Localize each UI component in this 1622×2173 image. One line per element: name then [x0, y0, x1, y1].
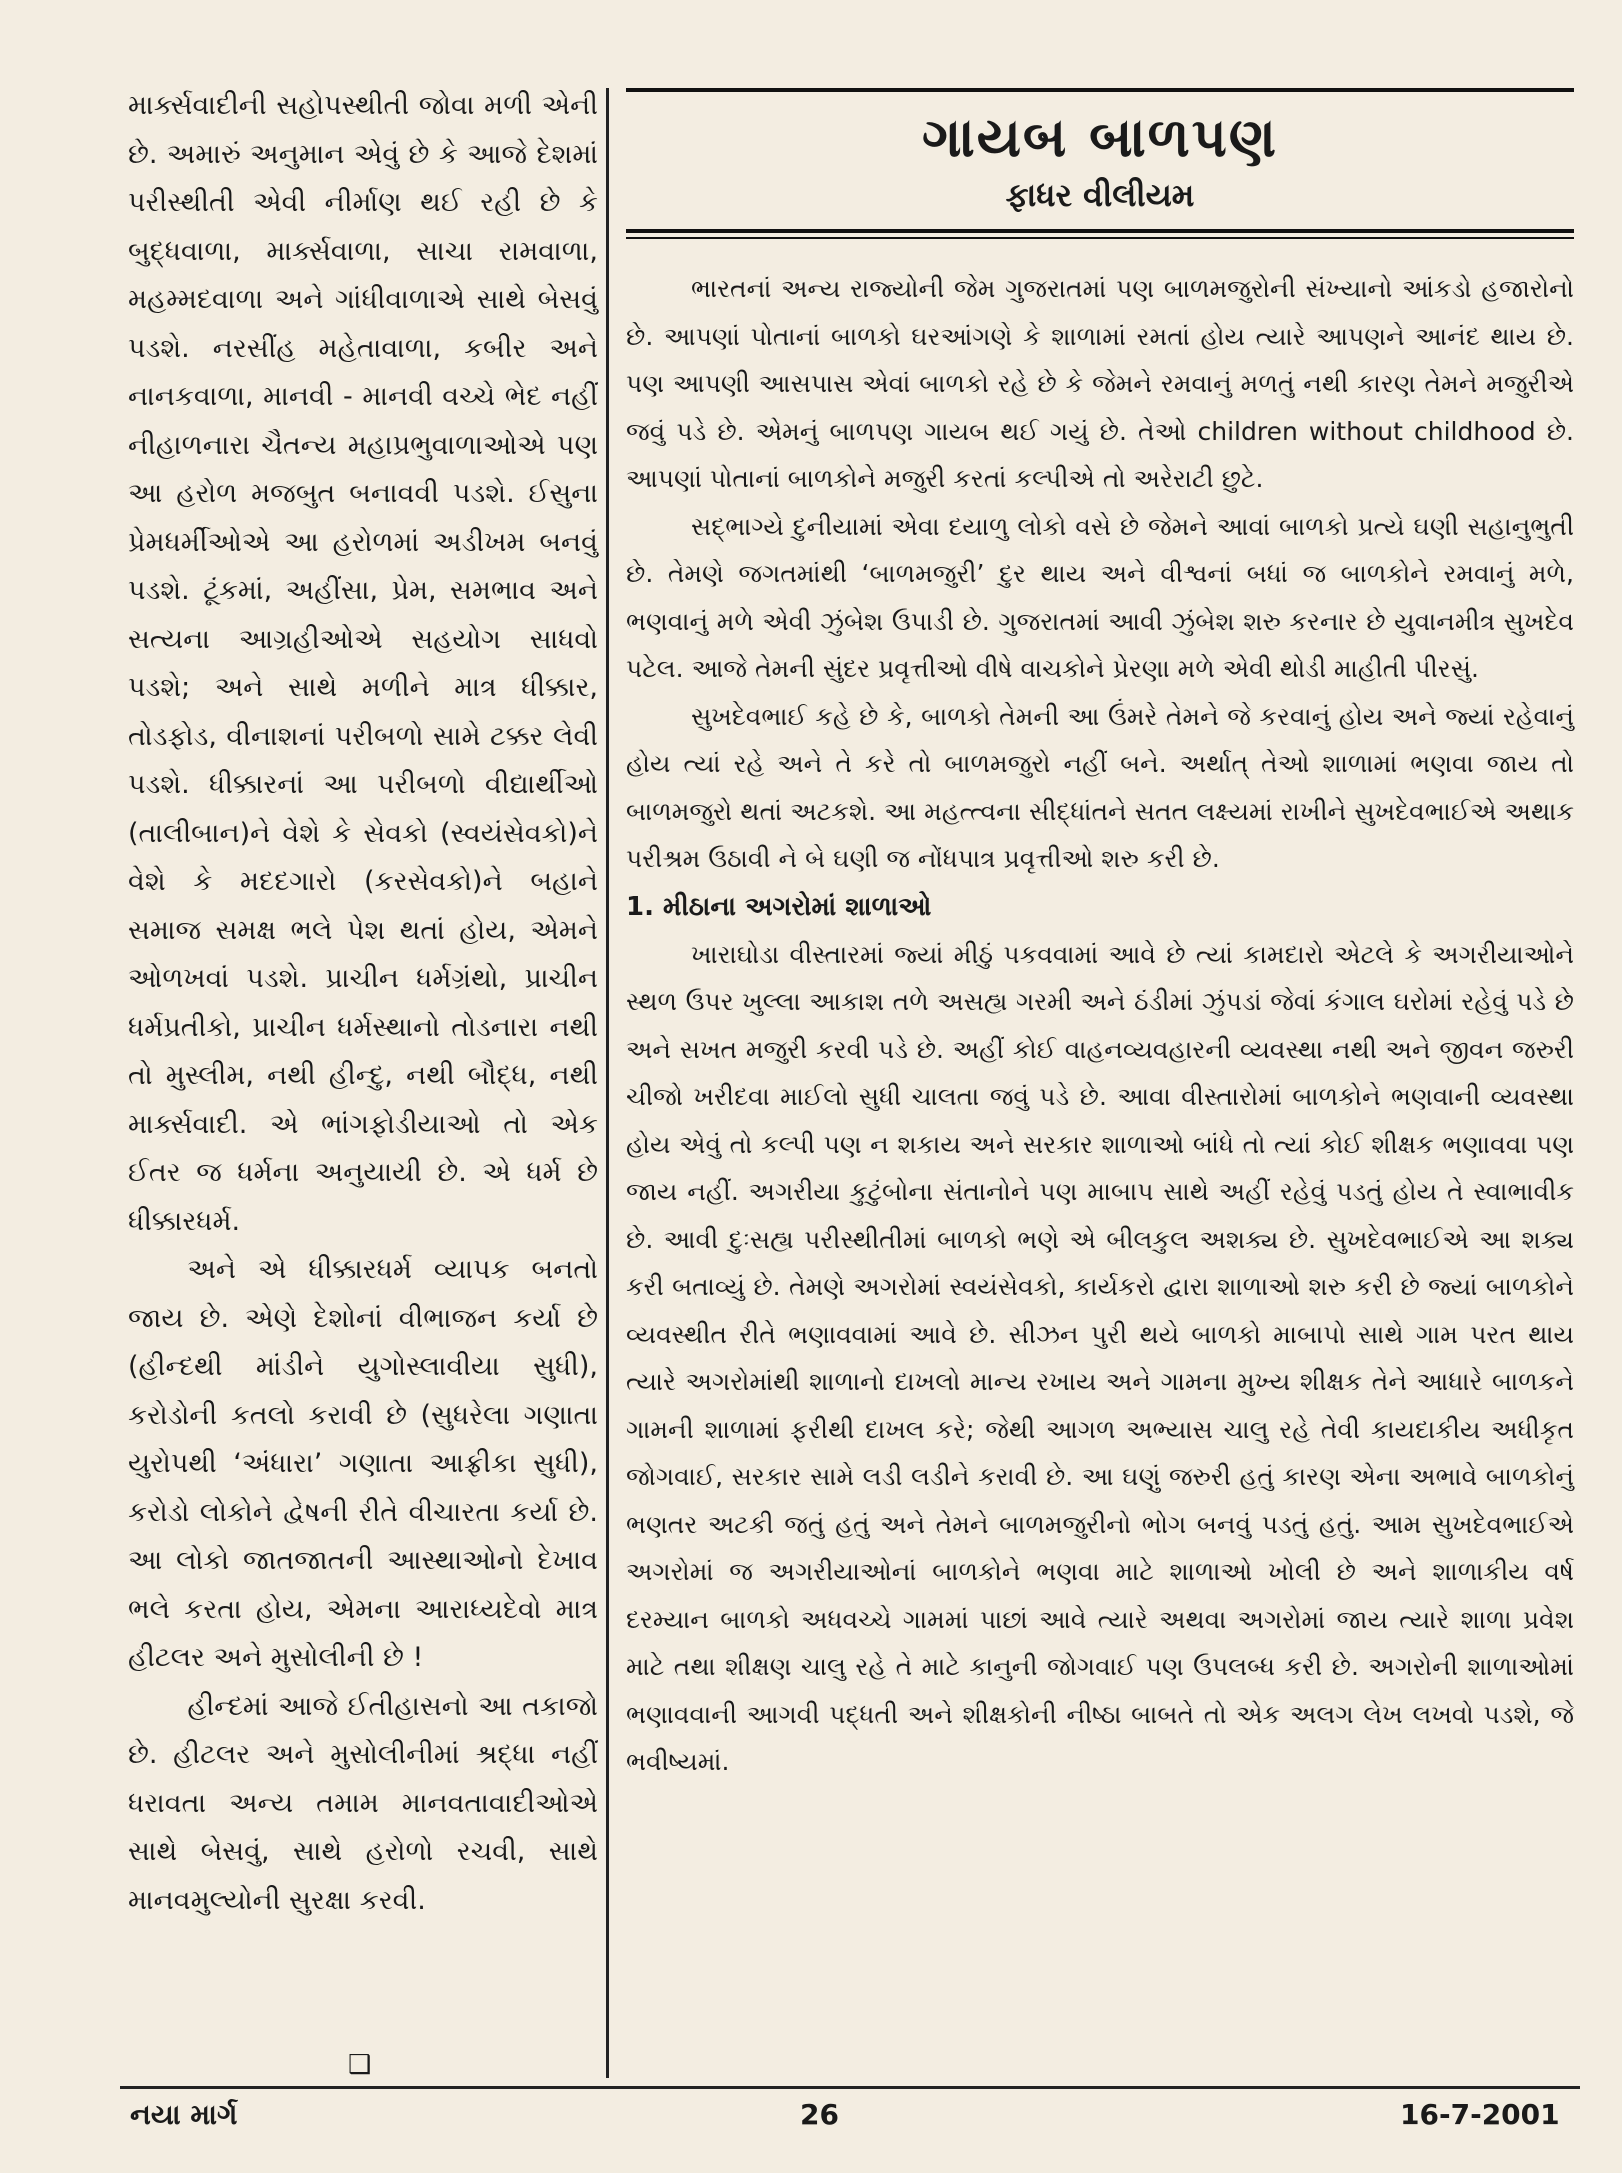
footer-rule: [120, 2086, 1580, 2089]
article-title: ગાયબ બાળપણ: [922, 106, 1278, 169]
page-number: 26: [800, 2098, 839, 2131]
publication-name: નયા માર્ગ: [130, 2098, 238, 2131]
left-column: [128, 82, 598, 1925]
end-of-article-mark: ❑: [348, 2050, 372, 2080]
section-heading: 1. મીઠાના અગરોમાં શાળાઓ: [626, 891, 932, 922]
article-body: [626, 265, 1574, 1786]
article-paragraph-1: ભારતનાં અન્ય રાજ્યોની જેમ ગુજરાતમાં પણ બાળમજુરોની સંખ્યાનો આંકડો હજારોનો છે. આપણાં પોતાનાં બાળકો ઘરઆંગણે કે શાળામાં રમતાં હોય ત્યારે આપણને આનંદ થાય છે. પણ આપણી આસપાસ એવાં બાળકો રહે છે કે જેમને રમવાનું મળતું નથી કારણ તેમને મજુરીએ જવું પડે છે. એમનું બાળપણ ગાયબ થઈ ગયું છે. તેઓ children without childhood છે. આપણાં પોતાનાં બાળકોને મજુરી કરતાં કલ્પીએ તો અરેરાટી છુટે.: [626, 274, 1574, 493]
article-paragraph-3: સુખદેવભાઈ કહે છે કે, બાળકો તેમની આ ઉંમરે તેમને જે કરવાનું હોય અને જ્યાં રહેવાનું હોય ત્યાં રહે અને તે કરે તો બાળમજુરો નહીં બને. અર્થાત્ તેઓ શાળામાં ભણવા જાય તો બાળમજુરો થતાં અટકશે. આ મહત્ત્વના સીદ્ધાંતને સતત લક્ષ્યમાં રાખીને સુખદેવભાઈએ અથાક પરીશ્રમ ઉઠાવી ને બે ઘણી જ નોંધપાત્ર પ્રવૃત્તીઓ શરુ કરી છે.: [626, 701, 1574, 873]
author-rule-thin: [626, 237, 1574, 239]
section-paragraph: ખારાઘોડા વીસ્તારમાં જ્યાં મીઠું પકવવામાં આવે છે ત્યાં કામદારો એટલે કે અગરીયાઓને સ્થળ ઉપર ખુલ્લા આકાશ તળે અસહ્ય ગરમી અને ઠંડીમાં ઝુંપડાં જેવાં કંગાલ ઘરોમાં રહેવું પડે છે અને સખત મજુરી કરવી પડે છે. અહીં કોઈ વાહનવ્યવહારની વ્યવસ્થા નથી અને જીવન જરુરી ચીજો ખરીદવા માઈલો સુધી ચાલતા જવું પડે છે. આવા વીસ્તારોમાં બાળકોને ભણવાની વ્યવસ્થા હોય એવું તો કલ્પી પણ ન શકાય અને સરકાર શાળાઓ બાંધે તો ત્યાં કોઈ શીક્ષક ભણાવવા પણ જાય નહીં. અગરીયા કુટુંબોના સંતાનોને પણ માબાપ સાથે અહીં રહેવું પડતું હોય તે સ્વાભાવીક છે. આવી દુઃસહ્ય પરીસ્થીતીમાં બાળકો ભણે એ બીલકુલ અશક્ય છે. સુખદેવભાઈએ આ શક્ય કરી બતાવ્યું છે. તેમણે અગરોમાં સ્વયંસેવકો, કાર્યકરો દ્વારા શાળાઓ શરુ કરી છે જ્યાં બાળકોને વ્યવસ્થીત રીતે ભણાવવામાં આવે છે. સીઝન પુરી થયે બાળકો માબાપો સાથે ગામ પરત થાય ત્યારે અગરોમાંથી શાળાનો દાખલો માન્ય રખાય અને ગામના મુખ્ય શીક્ષક તેને આધારે બાળકને ગામની શાળામાં ફરીથી દાખલ કરે; જેથી આગળ અભ્યાસ ચાલુ રહે તેવી કાયદાકીય અધીકૃત જોગવાઈ, સરકાર સામે લડી લડીને કરાવી છે. આ ઘણું જરુરી હતું કારણ એના અભાવે બાળકોનું ભણતર અટકી જતું હતું અને તેમને બાળમજુરીનો ભોગ બનવું પડતું હતું. આમ સુખદેવભાઈએ અગરોમાં જ અગરીયાઓનાં બાળકોને ભણવા માટે શાળાઓ ખોલી છે અને શાળાકીય વર્ષ દરમ્યાન બાળકો અધવચ્ચે ગામમાં પાછાં આવે ત્યારે અથવા અગરોમાં જાય ત્યારે શાળા પ્રવેશ માટે તથા શીક્ષણ ચાલુ રહે તે માટે કાનુની જોગવાઈ પણ ઉપલબ્ધ કરી છે. અગરોની શાળાઓમાં ભણાવવાની આગવી પદ્ધતી અને શીક્ષકોની નીષ્ઠા બાબતે તો એક અલગ લેખ લખવો પડશે, જે ભવીષ્યમાં.: [626, 939, 1574, 1776]
left-paragraph-1: માર્ક્સવાદીની સહોપસ્થીતી જોવા મળી એની છે. અમારું અનુમાન એવું છે કે આજે દેશમાં પરીસ્થીતી એવી નીર્માણ થઈ રહી છે કે બુદ્ધવાળા, માર્ક્સવાળા, સાચા રામવાળા, મહમ્મદવાળા અને ગાંધીવાળાએ સાથે બેસવું પડશે. નરસીંહ મહેતાવાળા, કબીર અને નાનકવાળા, માનવી - માનવી વચ્ચે ભેદ નહીં નીહાળનારા ચૈતન્ય મહાપ્રભુવાળાઓએ પણ આ હરોળ મજબુત બનાવવી પડશે. ઈસુના પ્રેમધર્મીઓએ આ હરોળમાં અડીખમ બનવું પડશે. ટૂંકમાં, અહીંસા, પ્રેમ, સમભાવ અને સત્યના આગ્રહીઓએ સહયોગ સાધવો પડશે; અને સાથે મળીને માત્ર ધીક્કાર, તોડફોડ, વીનાશનાં પરીબળો સામે ટક્કર લેવી પડશે. ધીક્કારનાં આ પરીબળો વીદ્યાર્થીઓ (તાલીબાન)ને વેશે કે સેવકો (સ્વયંસેવકો)ને વેશે કે મદદગારો (કરસેવકો)ને બહાને સમાજ સમક્ષ ભલે પેશ થતાં હોય, એમને ઓળખવાં પડશે. પ્રાચીન ધર્મગ્રંથો, પ્રાચીન ધર્મપ્રતીકો, પ્રાચીન ધર્મસ્થાનો તોડનારા નથી તો મુસ્લીમ, નથી હીન્દુ, નથી બૌદ્ધ, નથી માર્ક્સવાદી. એ ભાંગફોડીયાઓ તો એક ઈતર જ ધર્મના અનુયાયી છે. એ ધર્મ છે ધીક્કારધર્મ.: [128, 90, 598, 1237]
column-divider: [606, 88, 609, 2078]
article-column: [626, 88, 1574, 1786]
article-author: ફાધર વીલીયમ: [1005, 176, 1195, 214]
left-paragraph-3: હીન્દમાં આજે ઈતીહાસનો આ તકાજો છે. હીટલર અને મુસોલીનીમાં શ્રદ્ધા નહીં ધરાવતા અન્ય તમામ માનવતાવાદીઓએ સાથે બેસવું, સાથે હરોળો રચવી, સાથે માનવમુલ્યોની સુરક્ષા કરવી.: [128, 1690, 598, 1916]
left-paragraph-2: અને એ ધીક્કારધર્મ વ્યાપક બનતો જાય છે. એણે દેશોનાં વીભાજન કર્યા છે (હીન્દથી માંડીને યુગોસ્લાવીયા સુધી), કરોડોની કતલો કરાવી છે (સુધરેલા ગણાતા યુરોપથી ‘અંધારા’ ગણાતા આફ્રીકા સુધી), કરોડો લોકોને દ્વેષની રીતે વીચારતા કર્યા છે. આ લોકો જાતજાતની આસ્થાઓનો દેખાવ ભલે કરતા હોય, એમના આરાધ્યદેવો માત્ર હીટલર અને મુસોલીની છે !: [128, 1254, 598, 1673]
issue-date: 16-7-2001: [1400, 2098, 1560, 2131]
author-rule-thick: [626, 229, 1574, 233]
title-top-rule: [626, 88, 1574, 92]
article-paragraph-2: સદ્ભાગ્યે દુનીયામાં એવા દયાળુ લોકો વસે છે જેમને આવાં બાળકો પ્રત્યે ઘણી સહાનુભુતી છે. તેમણે જગતમાંથી ‘બાળમજુરી’ દુર થાય અને વીશ્વનાં બધાં જ બાળકોને રમવાનું મળે, ભણવાનું મળે એવી ઝુંબેશ ઉપાડી છે. ગુજરાતમાં આવી ઝુંબેશ શરુ કરનાર છે યુવાનમીત્ર સુખદેવ પટેલ. આજે તેમની સુંદર પ્રવૃત્તીઓ વીષે વાચકોને પ્રેરણા મળે એવી થોડી માહીતી પીરસું.: [626, 511, 1574, 683]
